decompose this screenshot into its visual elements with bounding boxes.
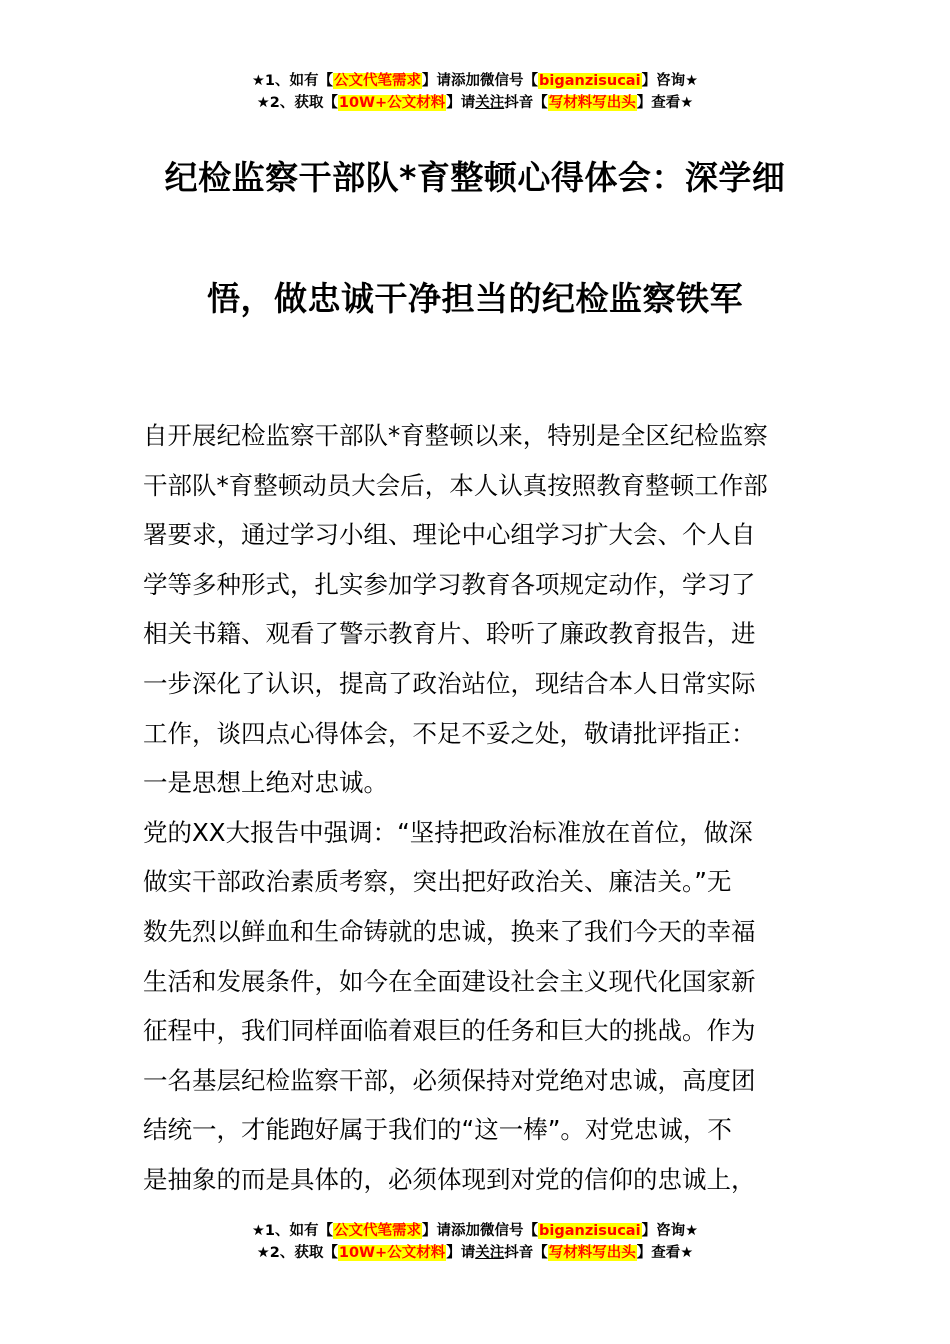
page-title-line-1: 纪检监察干部队*育整顿心得体会：深学细 xyxy=(164,158,786,197)
banner-text: 】请 xyxy=(446,95,476,111)
banner-text: 】咨询★ xyxy=(641,1223,699,1239)
banner-line-2 xyxy=(0,92,950,114)
banner-highlight: biganzisucai xyxy=(539,1223,641,1239)
banner-text: 】查看★ xyxy=(636,1245,694,1261)
banner-line-2 xyxy=(0,1242,950,1264)
page-title-line-2: 悟，做忠诚干净担当的纪检监察铁军 xyxy=(207,279,743,318)
banner-highlight: 10W+公文材料 xyxy=(338,1245,446,1261)
banner-text: 抖音【 xyxy=(504,1245,548,1261)
section-heading: 一是思想上绝对忠诚。 xyxy=(143,768,388,798)
banner-text: 抖音【 xyxy=(504,95,548,111)
banner-highlight: 公文代笔需求 xyxy=(334,1223,422,1239)
body-line: 数先烈以鲜血和生命铸就的忠诚，换来了我们今天的幸福 xyxy=(143,916,756,946)
banner-text: 】请 xyxy=(422,73,452,89)
banner-text: 关注 xyxy=(475,95,505,111)
body-line: 一名基层纪检监察干部，必须保持对党绝对忠诚，高度团 xyxy=(143,1065,756,1095)
banner-line-1 xyxy=(0,1220,950,1242)
banner-text: 微信号【 xyxy=(480,73,539,89)
banner-highlight: 写材料写出头 xyxy=(548,1245,636,1261)
banner-text: ★2、获取【 xyxy=(256,1245,338,1261)
banner-text: 添加 xyxy=(451,1223,481,1239)
body-line: 是抽象的而是具体的，必须体现到对党的信仰的忠诚上， xyxy=(143,1164,756,1194)
header-banner xyxy=(0,70,950,114)
body-line: 结统一，才能跑好属于我们的“这一棒”。对党忠诚，不 xyxy=(143,1115,732,1145)
body-line: 生活和发展条件，如今在全面建设社会主义现代化国家新 xyxy=(143,966,756,996)
banner-line-1 xyxy=(0,70,950,92)
body-line: 学等多种形式，扎实参加学习教育各项规定动作，学习了 xyxy=(143,569,756,599)
banner-text: ★2、获取【 xyxy=(256,95,338,111)
body-line: 工作，谈四点心得体会，不足不妥之处，敬请批评指正： xyxy=(143,718,756,748)
banner-text: 关注 xyxy=(475,1245,505,1261)
body-line: 一步深化了认识，提高了政治站位，现结合本人日常实际 xyxy=(143,668,756,698)
banner-highlight: 10W+公文材料 xyxy=(338,95,446,111)
body-line: 做实干部政治素质考察，突出把好政治关、廉洁关。”无 xyxy=(143,867,732,897)
banner-text: 微信号【 xyxy=(480,1223,539,1239)
banner-text: 】请 xyxy=(422,1223,452,1239)
body-line: 相关书籍、观看了警示教育片、聆听了廉政教育报告，进 xyxy=(143,619,756,649)
body-line: 党的XX大报告中强调：“坚持把政治标准放在首位，做深 xyxy=(143,817,753,847)
footer-banner xyxy=(0,1220,950,1264)
banner-text: 】请 xyxy=(446,1245,476,1261)
banner-text: 添加 xyxy=(451,73,481,89)
banner-text: ★1、如有【 xyxy=(251,1223,334,1239)
body-line: 征程中，我们同样面临着艰巨的任务和巨大的挑战。作为 xyxy=(143,1016,756,1046)
banner-highlight: biganzisucai xyxy=(539,73,641,89)
document-body xyxy=(143,411,823,1205)
banner-text: 】咨询★ xyxy=(641,73,699,89)
body-line: 自开展纪检监察干部队*育整顿以来，特别是全区纪检监察 xyxy=(143,421,768,450)
body-line: 署要求，通过学习小组、理论中心组学习扩大会、个人自 xyxy=(143,520,756,550)
banner-highlight: 写材料写出头 xyxy=(548,95,636,111)
banner-highlight: 公文代笔需求 xyxy=(334,73,422,89)
body-line: 干部队*育整顿动员大会后，本人认真按照教育整顿工作部 xyxy=(143,470,768,500)
banner-text: 】查看★ xyxy=(636,95,694,111)
banner-text: ★1、如有【 xyxy=(251,73,334,89)
